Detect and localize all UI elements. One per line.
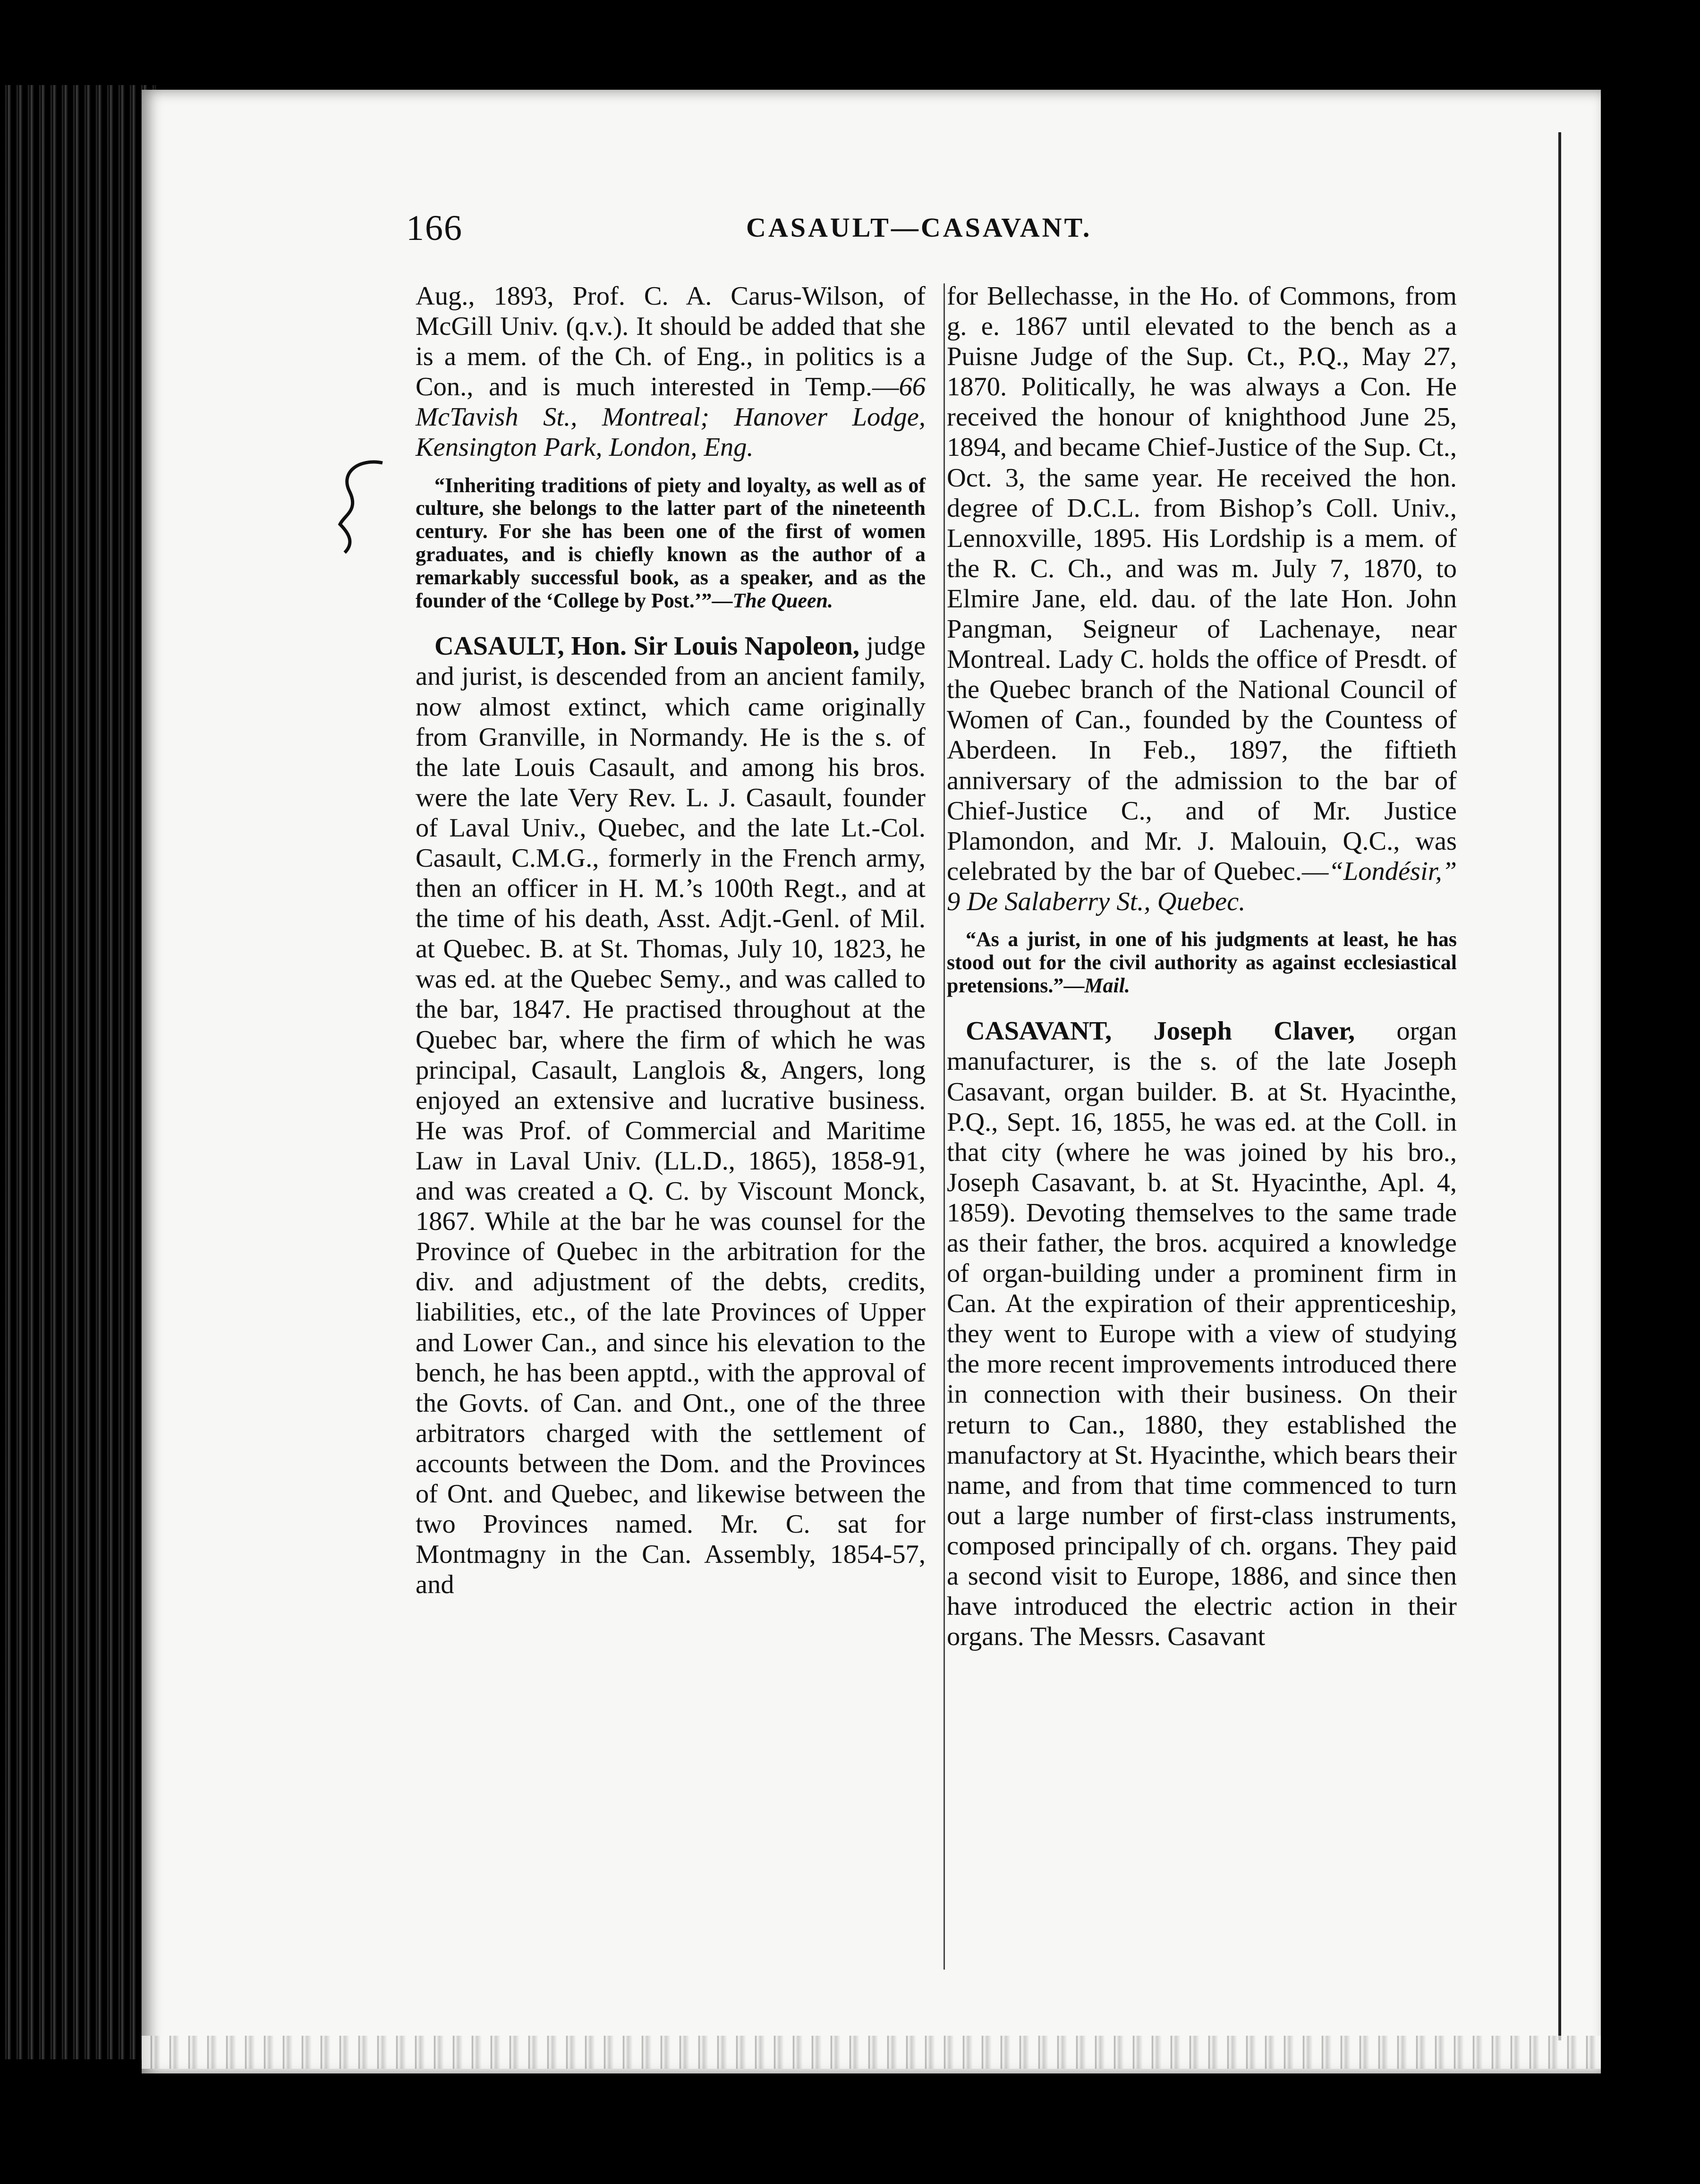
page-header [406, 208, 1483, 260]
paragraph-continuation [416, 281, 926, 463]
pen-annotation-mark [331, 453, 392, 557]
address-text: 66 McTavish St., Montreal; Hanover Lodge, Kensington Park, London, Eng. [416, 372, 926, 462]
entry-name: CASAULT, Hon. Sir Louis Napoleon, [434, 631, 859, 661]
entry-name: CASAVANT, Joseph Claver, [966, 1016, 1355, 1046]
address-text: “Londésir,” 9 De Salaberry St., Quebec. [947, 856, 1457, 916]
paragraph-text: Aug., 1893, Prof. C. A. Carus-Wilson, of McGill Univ. (q.v.). It should be added that she is a mem. of the Ch. of Eng., in politics is a Con., and is much interested in Temp.— [416, 282, 926, 402]
quote-source: The Queen. [732, 589, 833, 612]
scan-binding-edge [0, 85, 156, 2059]
paragraph-text: for Bellechasse, in the Ho. of Commons, from g. e. 1867 until elevated to the bench as a Puisne Judge of the Sup. Ct., P.Q., May 27, 1870. Politically, he was always a Con. He received the honour of knighthood June 25, 1894, and became Chief-Justice of the Sup. Ct., Oct. 3, the same year. He received the hon. degree of D.C.L. from Bishop’s Coll. Univ., Lennoxville, 1895. His Lordship is a mem. of the R. C. Ch., and was m. July 7, 1870, to Elmire Jane, eld. dau. of the late Hon. John Pangman, Seigneur of Lachenaye, near Montreal. Lady C. holds the office of Presdt. of the Quebec branch of the National Council of Women of Can., founded by the Countess of Aberdeen. In Feb., 1897, the fiftieth anniversary of the admission to the bar of Chief-Justice C., and of Mr. Justice Plamondon, and Mr. J. Malouin, Q.C., was celebrated by the bar of Quebec.— [947, 282, 1457, 886]
running-head: CASAULT—CASAVANT. [746, 212, 1092, 243]
quote-text: “As a jurist, in one of his judgments at least, he has stood out for the civil authority as against ecclesiastical pretensions.”— [947, 927, 1457, 997]
quotation [416, 474, 926, 613]
biography-entry-casault [416, 631, 926, 1600]
page-number: 166 [406, 208, 463, 248]
quote-text: “Inheriting traditions of piety and loyalty, as well as of culture, she belongs to the latter part of the nineteenth century. For she has been one of the first of women graduates, and is chiefly known as the author of a remarkably successful book, as a speaker, and as the founder of the ‘College by Post.’”— [416, 473, 926, 612]
quote-source: Mail. [1084, 973, 1130, 997]
entry-text: organ manufacturer, is the s. of the late Joseph Casavant, organ builder. B. at St. Hyacinthe, P.Q., Sept. 16, 1855, he was ed. at the Coll. in that city (where he was joined by his bro., Joseph Casavant, b. at St. Hyacinthe, Apl. 4, 1859). Devoting themselves to the same trade as their father, the bros. acquired a knowledge of organ-building under a prominent firm in Can. At the expiration of their apprenticeship, they went to Europe with a view of studying the more recent improvements introduced there in connection with their business. On their return to Can., 1880, they established the manufactory at St. Hyacinthe, which bears their name, and from that time commenced to turn out a large number of first-class instruments, composed principally of ch. organs. They paid a second visit to Europe, 1886, and since then have introduced the electric action in their organs. The Messrs. Casavant [947, 1016, 1457, 1652]
quotation [947, 928, 1457, 997]
page-fold-line [1558, 132, 1561, 2040]
column-divider [944, 283, 945, 1970]
biography-entry-casavant [947, 1016, 1457, 1652]
paragraph-continuation [947, 281, 1457, 917]
scan-bottom-noise [142, 2036, 1601, 2069]
scan-right-margin [1601, 76, 1700, 2107]
entry-text: judge and jurist, is descended from an ancient family, now almost extinct, which came originally from Granville, in Normandy. He is the s. of the late Louis Casault, and among his bros. were the late Very Rev. L. J. Casault, founder of Laval Univ., Quebec, and the late Lt.-Col. Casault, C.M.G., formerly in the French army, then an officer in H. M.’s 100th Regt., and at the time of his death, Asst. Adjt.-Genl. of Mil. at Quebec. B. at St. Thomas, July 10, 1823, he was ed. at the Quebec Semy., and was called to the bar, 1847. He practised throughout at the Quebec bar, where the firm of which he was principal, Casault, Langlois &, Angers, long enjoyed an extensive and lucrative business. He was Prof. of Commercial and Maritime Law in Laval Univ. (LL.D., 1865), 1858-91, and was created a Q. C. by Viscount Monck, 1867. While at the bar he was counsel for the Province of Quebec in the arbitration for the div. and adjustment of the debts, credits, liabilities, etc., of the late Provinces of Upper and Lower Can., and since his elevation to the bench, he has been apptd., with the approval of the Govts. of Can. and Ont., one of the three arbitrators charged with the settlement of accounts between the Dom. and the Provinces of Ont. and Quebec, and likewise between the two Provinces named. Mr. C. sat for Montmagny in the Can. Assembly, 1854-57, and [416, 631, 926, 1600]
left-column [416, 281, 926, 1600]
right-column [947, 281, 1457, 1652]
